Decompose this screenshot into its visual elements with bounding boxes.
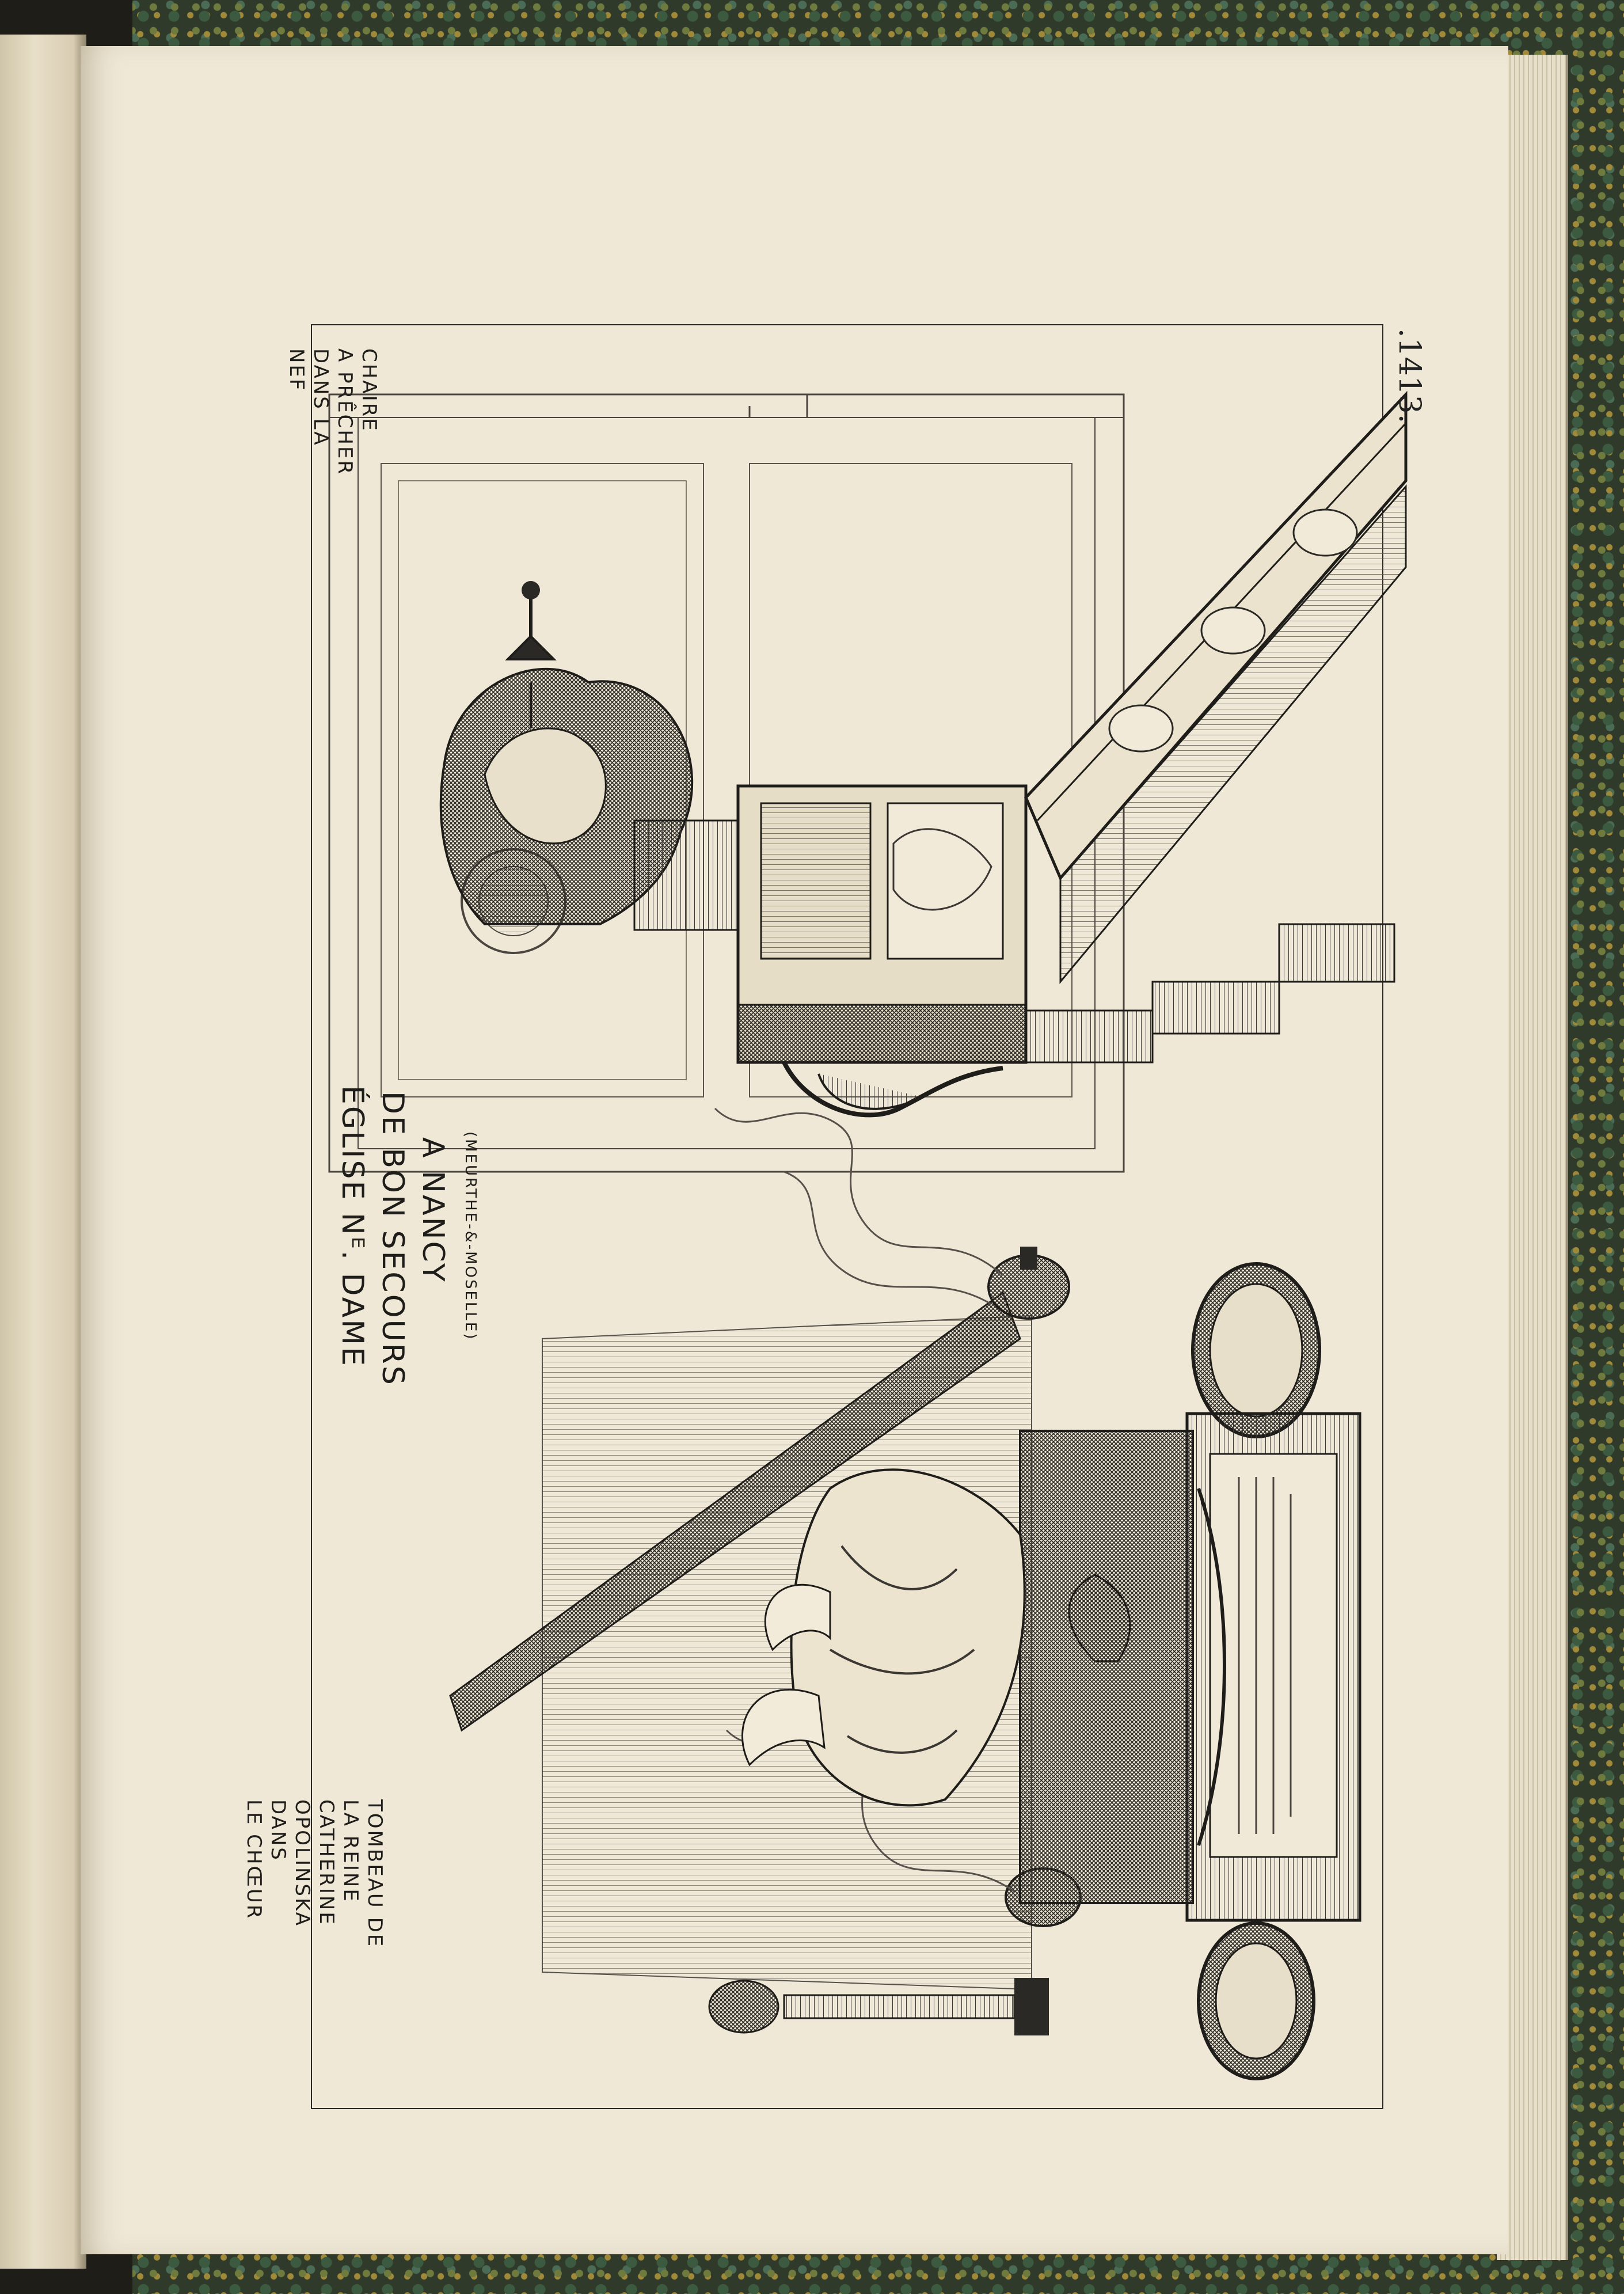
book-page — [81, 46, 1508, 2254]
plate-frame — [242, 324, 1383, 2109]
plate-title-line4: (MEURTHE-&-MOSELLE) — [462, 1131, 479, 1341]
left-page-edge — [0, 35, 86, 2269]
pulpit-caption: CHAIRE A PRÊCHER DANS LA NEF — [285, 348, 381, 476]
plate-title-line2: DE BON SECOURS — [375, 1091, 410, 1387]
tomb-engraving — [450, 1108, 1360, 2079]
plate-number: .1413. — [1392, 328, 1427, 424]
tomb-caption: TOMBEAU DE LA REINE CATHERINE OPOLINSKA DANS LE CHŒUR — [242, 1799, 386, 1949]
plate-title-line1: ÉGLISE Nᴱ. DAME — [335, 1085, 370, 1368]
pulpit-engraving — [329, 394, 1406, 1172]
plate-title-line3: A NANCY — [416, 1137, 450, 1283]
